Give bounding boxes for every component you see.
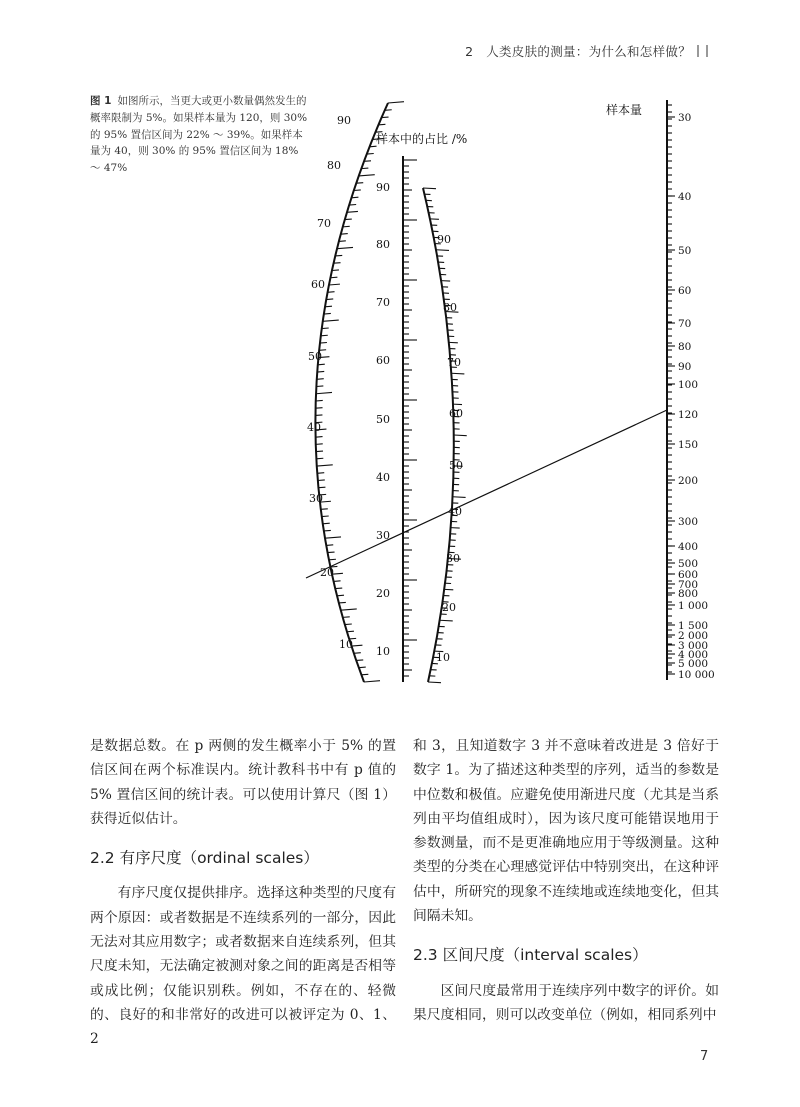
inner-scale-label: 30 <box>446 552 460 565</box>
sample-scale-label: 90 <box>678 361 692 373</box>
sample-scale-label: 150 <box>678 439 699 451</box>
inner-arc-tick <box>436 250 449 251</box>
left-arc-tick <box>347 631 354 632</box>
inner-scale-label: 50 <box>449 459 463 472</box>
left-scale-label: 30 <box>309 492 323 505</box>
inner-arc-tick <box>423 188 436 189</box>
left-arc-tick <box>361 674 368 675</box>
running-title: 2 人类皮肤的测量：为什么和怎样做？ <box>465 44 691 59</box>
inner-scale-label: 10 <box>436 651 450 664</box>
proportion-axis-label: 样本中的占比 /% <box>376 132 468 146</box>
left-arc-tick <box>323 523 330 524</box>
sample-scale-label: 100 <box>678 379 699 391</box>
sample-scale-label: 500 <box>678 558 699 570</box>
left-scale-label: 80 <box>327 159 341 172</box>
middle-scale-label: 10 <box>376 645 390 658</box>
left-arc-tick <box>329 284 340 285</box>
sample-scale-label: 40 <box>678 191 692 203</box>
figure-caption-text: 如图所示，当更大或更小数量偶然发生的概率限制为 5%。如果样本量为 120，则 30% 的 95% 置信区间为 22% ～ 39%。如果样本量为 40，则 30% 的 95% 置信区间为 18% ～ 47% <box>90 95 308 175</box>
sample-scale-label: 200 <box>678 475 699 487</box>
confidence-interval-line <box>306 410 667 578</box>
left-scale-label: 40 <box>307 421 321 434</box>
body-column-right <box>413 734 719 1027</box>
left-arc-tick <box>334 581 341 582</box>
left-arc-tick <box>364 681 380 682</box>
middle-scale-label: 70 <box>376 296 390 309</box>
inner-scale-label: 80 <box>443 301 457 314</box>
inner-scale-label: 40 <box>448 505 462 518</box>
middle-scale-label: 90 <box>376 181 390 194</box>
left-arc-tick <box>317 465 333 466</box>
left-arc-tick <box>316 451 323 452</box>
body-column-left <box>90 734 396 1052</box>
page-number: 7 <box>700 1049 709 1064</box>
left-scale-label: 10 <box>339 638 353 651</box>
left-arc-tick <box>316 408 323 409</box>
left-arc-tick <box>317 379 324 380</box>
paragraph: 区间尺度最常用于连续序列中数字的评价。如果尺度相同，则可以改变单位（例如，相同系列中 <box>413 982 719 1023</box>
left-arc-tick <box>316 437 323 438</box>
inner-scale-label: 60 <box>449 407 463 420</box>
left-arc-tick <box>337 247 353 248</box>
left-arc-tick <box>324 530 331 531</box>
middle-scale-label: 40 <box>376 471 390 484</box>
section-heading-2-2: 2.2 有序尺度（ordinal scales） <box>90 849 319 868</box>
inner-arc-tick <box>428 682 441 683</box>
middle-scale-label: 30 <box>376 529 390 542</box>
left-arc-tick <box>354 653 361 654</box>
left-arc-tick <box>329 559 336 560</box>
left-arc-tick <box>317 473 324 474</box>
left-arc-tick <box>326 545 333 546</box>
sample-scale-label: 2 000 <box>678 630 709 642</box>
inner-arc-tick <box>453 497 466 498</box>
sample-scale-label: 3 000 <box>678 640 709 652</box>
inner-arc-tick <box>454 435 467 436</box>
left-arc-tick <box>335 588 342 589</box>
left-arc-tick <box>325 537 341 538</box>
left-arc-tick <box>323 320 339 321</box>
inner-arc-tick <box>440 620 453 621</box>
paragraph: 是数据总数。在 p 两侧的发生概率小于 5% 的置信区间在两个标准误内。统计教科书中有 p 值的 5% 置信区间的统计表。可以使用计算尺（图 1）获得近似估计。 <box>90 738 396 827</box>
inner-scale-label: 90 <box>437 233 451 246</box>
left-arc-tick <box>318 487 325 488</box>
left-arc-tick <box>316 392 332 393</box>
section-heading-2-3: 2.3 区间尺度（interval scales） <box>413 946 648 965</box>
inner-scale-label: 70 <box>447 356 461 369</box>
sample-scale-label: 300 <box>678 516 699 528</box>
left-arc-tick <box>359 175 375 176</box>
left-arc-tick <box>388 102 404 103</box>
sample-scale-label: 30 <box>678 112 692 124</box>
sample-scale-label: 4 000 <box>678 649 709 661</box>
sample-scale-label: 60 <box>678 285 692 297</box>
left-arc-tick <box>337 595 344 596</box>
sample-scale-label: 1 000 <box>678 600 709 612</box>
sample-scale-label: 400 <box>678 541 699 553</box>
nomogram-spines <box>315 100 667 682</box>
left-arc-tick <box>318 480 325 481</box>
sample-scale-label: 80 <box>678 341 692 353</box>
left-arc-tick <box>322 516 329 517</box>
left-arc-tick <box>328 552 335 553</box>
sample-scale-label: 120 <box>678 409 699 421</box>
sample-scale-label: 800 <box>678 588 699 600</box>
left-arc-tick <box>339 602 346 603</box>
nomogram-ticks <box>315 102 675 683</box>
left-arc-tick <box>317 371 324 372</box>
sample-size-axis-label: 样本量 <box>606 103 643 117</box>
left-arc-tick <box>318 364 325 365</box>
middle-scale-label: 20 <box>376 587 390 600</box>
left-arc-tick <box>315 415 322 416</box>
left-arc-tick <box>356 660 363 661</box>
left-scale-label: 20 <box>320 566 334 579</box>
left-arc-tick <box>316 386 323 387</box>
left-arc-tick <box>316 444 323 445</box>
left-arc-tick <box>321 509 328 510</box>
left-scale-label: 70 <box>317 217 331 230</box>
sample-scale-label: 1 500 <box>678 620 709 632</box>
left-scale-label: 60 <box>311 278 325 291</box>
paragraph: 和 3，且知道数字 3 并不意味着改进是 3 倍好于数字 1。为了描述这种类型的序列，适当的参数是中位数和极值。应避免使用渐进尺度（尤其是当系列由平均值组成时），因为该尺度可能错误地用于参数测量，而不是更准确地应用于等级测量。这种类型的分类在心理感觉评估中特别突出，在这种评估中，所研究的现象不连续地或连续地变化，但其间隔未知。 <box>413 738 719 925</box>
sample-scale-label: 70 <box>678 318 692 330</box>
left-arc-tick <box>341 609 357 610</box>
left-arc-tick <box>351 645 362 646</box>
left-scale-label: 50 <box>308 350 322 363</box>
left-arc-tick <box>347 211 358 212</box>
sample-scale-label: 50 <box>678 245 692 257</box>
left-scale-label: 90 <box>337 114 351 127</box>
left-arc-tick <box>345 624 352 625</box>
inner-scale-label: 20 <box>442 601 456 614</box>
left-arc-tick <box>343 617 350 618</box>
middle-scale-label: 60 <box>376 354 390 367</box>
figure-label: 图 1 <box>90 95 112 107</box>
sample-scale-label: 600 <box>678 569 699 581</box>
middle-scale-label: 50 <box>376 413 390 426</box>
sample-scale-label: 10 000 <box>678 669 715 681</box>
paragraph: 有序尺度仅提供排序。选择这种类型的尺度有两个原因：或者数据是不连续系列的一部分，因此无法对其应用数字；或者数据来自连续系列，但其尺度未知，无法确定被测对象之间的距离是否相等或成比例；仅能识别秩。例如，不存在的、轻微的、良好的和非常好的改进可以被评定为 0、1、2 <box>90 885 396 1048</box>
sample-scale-label: 700 <box>678 579 699 591</box>
middle-scale-label: 80 <box>376 238 390 251</box>
inner-arc-tick <box>451 373 464 374</box>
left-arc-tick <box>359 667 366 668</box>
left-arc-tick <box>316 458 323 459</box>
left-arc-tick <box>316 400 323 401</box>
sample-scale-label: 5 000 <box>678 658 709 670</box>
